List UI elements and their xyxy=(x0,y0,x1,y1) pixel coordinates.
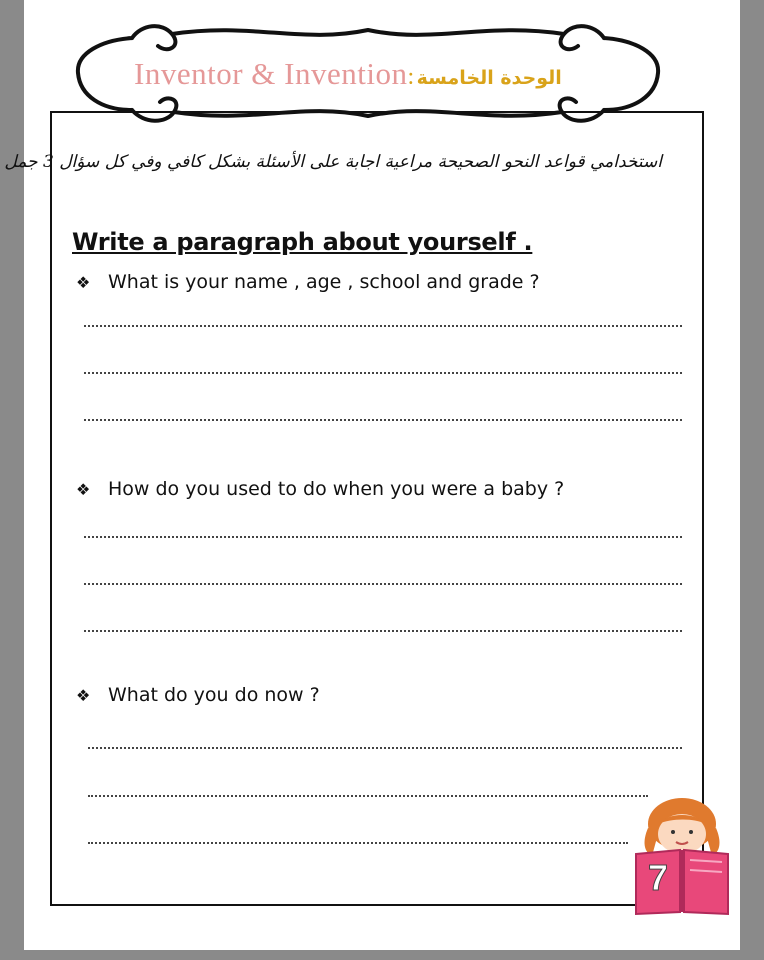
question-3 xyxy=(76,684,320,706)
question-text: How do you used to do when you were a baby ? xyxy=(108,478,565,500)
answer-line[interactable] xyxy=(88,747,682,749)
instruction-text: استخدامي قواعد النحو الصحيحة مراعية اجابة على الأسئلة بشكل كافي وفي كل سؤال 3 جمل xyxy=(4,152,662,172)
unit-title xyxy=(134,56,562,96)
question-1 xyxy=(76,271,540,293)
diamond-bullet-icon: ❖ xyxy=(76,272,91,292)
diamond-bullet-icon: ❖ xyxy=(76,479,91,499)
unit-title-english: Inventor & Invention xyxy=(134,56,408,91)
question-text: What is your name , age , school and grade ? xyxy=(108,271,540,293)
reading-girl-icon xyxy=(628,794,736,916)
answer-line[interactable] xyxy=(84,583,682,585)
answer-line[interactable] xyxy=(88,795,648,797)
answer-line[interactable] xyxy=(88,842,628,844)
answer-line[interactable] xyxy=(84,419,682,421)
diamond-bullet-icon: ❖ xyxy=(76,685,91,705)
answer-line[interactable] xyxy=(84,325,682,327)
answer-line[interactable] xyxy=(84,630,682,632)
question-text: What do you do now ? xyxy=(108,684,320,706)
page-number: 7 xyxy=(647,857,669,898)
unit-title-arabic: الوحدة الخامسة xyxy=(416,67,562,89)
answer-line[interactable] xyxy=(84,372,682,374)
question-2 xyxy=(76,478,564,500)
title-separator: : xyxy=(407,64,415,90)
answer-line[interactable] xyxy=(84,536,682,538)
task-heading: Write a paragraph about yourself . xyxy=(72,228,533,256)
